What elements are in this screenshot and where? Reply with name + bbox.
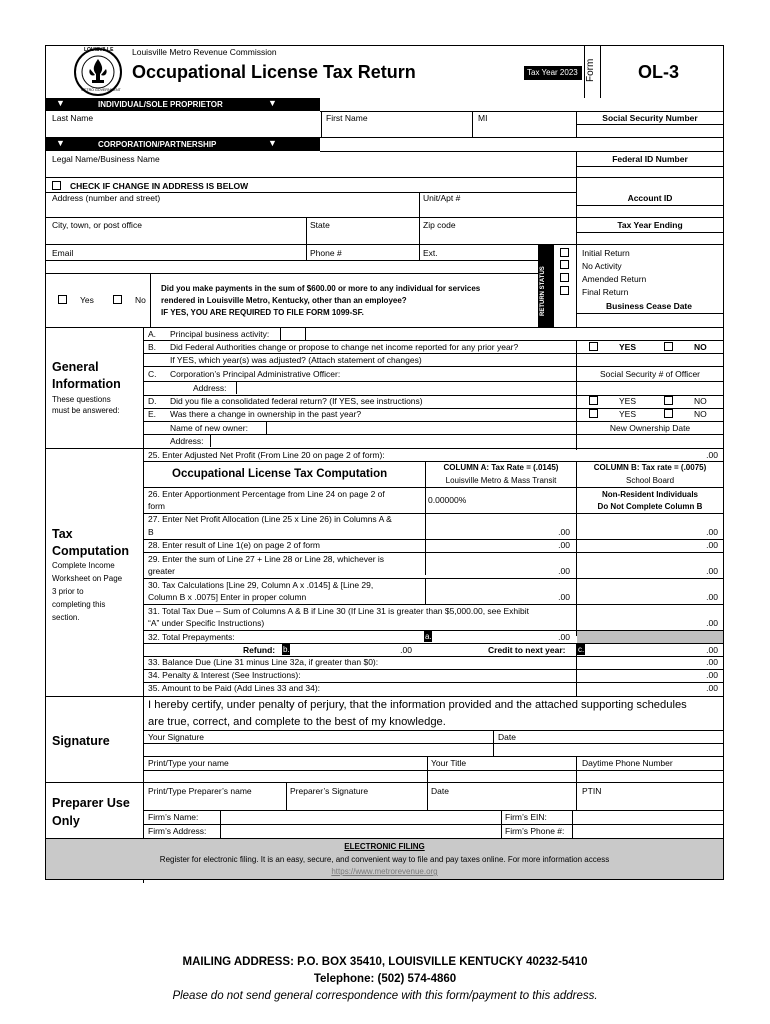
- payments-no-checkbox[interactable]: [113, 295, 122, 304]
- col-b-header-1: COLUMN B: Tax rate = (.0075): [593, 463, 707, 472]
- gen-d-yes-checkbox[interactable]: [589, 396, 598, 405]
- general-note-1: These questions: [52, 395, 111, 404]
- general-note-2: must be answered:: [52, 406, 120, 415]
- line-30-col-a[interactable]: .00: [558, 592, 570, 602]
- line-31-label-a: 31. Total Tax Due – Sum of Columns A & B if Line 30 (If Line 31 is greater than $5,000.00, see Exhibit: [148, 606, 530, 616]
- print-name-input[interactable]: [144, 771, 427, 782]
- firm-phone-input[interactable]: [573, 825, 723, 837]
- first-name-input[interactable]: [322, 124, 472, 137]
- status-amended-label: Amended Return: [582, 274, 647, 284]
- payments-yes-checkbox[interactable]: [58, 295, 67, 304]
- state-label: State: [310, 220, 330, 230]
- line-25-label: 25. Enter Adjusted Net Profit (From Line 20 on page 2 of form):: [148, 450, 385, 460]
- gen-e-text: Was there a change in ownership in the past year?: [170, 409, 362, 419]
- computation-title: Occupational License Tax Computation: [172, 468, 388, 480]
- line-25-value[interactable]: .00: [706, 450, 718, 460]
- cease-date-input[interactable]: [577, 314, 723, 326]
- credit-value[interactable]: .00: [706, 645, 718, 655]
- ssn-input[interactable]: [577, 125, 723, 137]
- gen-a-letter: A.: [148, 329, 157, 339]
- line-28-col-a[interactable]: .00: [558, 540, 570, 550]
- nonres-note-1: Non-Resident Individuals: [601, 490, 698, 499]
- preparer-name-input[interactable]: [144, 798, 286, 810]
- status-initial-label: Initial Return: [582, 248, 630, 258]
- gen-d-letter: D.: [148, 396, 157, 406]
- firm-address-label: Firm’s Address:: [148, 826, 207, 836]
- refund-label: Refund:: [243, 645, 276, 655]
- payments-q-line3: IF YES, YOU ARE REQUIRED TO FILE FORM 1099-SF.: [161, 308, 364, 317]
- new-owner-date-input[interactable]: [577, 435, 723, 447]
- tax-year-label: Tax Year 2023: [527, 68, 578, 77]
- certification-line-2: are true, correct, and complete to the best of my knowledge.: [148, 716, 446, 728]
- preparer-sig-input[interactable]: [287, 798, 427, 810]
- preparer-title-2: Only: [52, 814, 80, 828]
- tax-note-5: section.: [52, 613, 80, 622]
- gen-c-text: Corporation’s Principal Administrative Officer:: [170, 369, 341, 379]
- col-a-header-2: Louisville Metro & Mass Transit: [445, 476, 557, 485]
- your-signature-label: Your Signature: [148, 732, 204, 742]
- line-29-label-a: 29. Enter the sum of Line 27 + Line 28 or Line 28, whichever is: [148, 554, 385, 564]
- payments-no-label: No: [135, 295, 146, 305]
- agency-name: Louisville Metro Revenue Commission: [132, 47, 277, 57]
- status-no-activity-label: No Activity: [582, 261, 622, 271]
- preparer-sig-label: Preparer’s Signature: [290, 786, 369, 796]
- adjusted-years-input[interactable]: [440, 354, 576, 366]
- new-owner-address-input[interactable]: [210, 435, 576, 447]
- corporation-bar[interactable]: [46, 138, 320, 151]
- gen-e-owner-date-label: New Ownership Date: [609, 423, 691, 433]
- your-title-input[interactable]: [428, 771, 576, 782]
- seal-bottom-text: METRO GOVERNMENT: [81, 88, 121, 92]
- form-id: OL-3: [638, 62, 680, 82]
- gen-b-yes-label: YES: [619, 342, 637, 352]
- phone-input[interactable]: [307, 261, 419, 273]
- line-32-value[interactable]: .00: [558, 632, 570, 642]
- mi-label: MI: [478, 113, 488, 123]
- general-title-2: Information: [52, 377, 121, 391]
- city-label: City, town, or post office: [52, 220, 142, 230]
- signature-title: Signature: [52, 734, 110, 748]
- tax-year-ending-label: Tax Year Ending: [617, 220, 683, 230]
- gen-e-no-checkbox[interactable]: [664, 409, 673, 418]
- gen-c-letter: C.: [148, 369, 157, 379]
- page-title: Occupational License Tax Return: [132, 62, 416, 82]
- your-signature-input[interactable]: [144, 744, 493, 756]
- line-27-label-b: B: [148, 527, 154, 537]
- zip-input[interactable]: [420, 231, 576, 244]
- officer-address-input[interactable]: [236, 382, 576, 394]
- col-b-header-2: School Board: [625, 476, 675, 485]
- certification-line-1: I hereby certify, under penalty of perjury, that the information provided and the attached supporting schedules: [148, 699, 687, 711]
- ext-input[interactable]: [420, 261, 538, 273]
- tax-title-2: Computation: [52, 544, 130, 558]
- ptin-label: PTIN: [582, 786, 602, 796]
- ssn-label: Social Security Number: [602, 113, 698, 123]
- efiling-text: Register for electronic filing. It is an easy, secure, and convenient way to file and pay taxes online. For more information access: [159, 855, 610, 864]
- account-id-input[interactable]: [577, 206, 723, 217]
- last-name-input[interactable]: [46, 124, 320, 137]
- cease-date-label: Business Cease Date: [606, 301, 692, 311]
- address-change-checkbox[interactable]: [52, 181, 61, 190]
- correspondence-note: Please do not send general correspondence with this form/payment to this address.: [172, 990, 598, 1002]
- line-29-col-b[interactable]: .00: [706, 566, 718, 576]
- legal-name-label: Legal Name/Business Name: [52, 154, 160, 164]
- line-32-a-letter: a.: [425, 632, 432, 641]
- line-26-value[interactable]: 0.00000%: [428, 495, 467, 505]
- firm-phone-label: Firm’s Phone #:: [505, 826, 565, 836]
- line-35-value[interactable]: .00: [706, 683, 718, 693]
- gen-b-yes-checkbox[interactable]: [589, 342, 598, 351]
- status-initial-checkbox[interactable]: [560, 248, 569, 257]
- last-name-label: Last Name: [52, 113, 94, 123]
- gen-e-address-label: Address:: [170, 436, 204, 446]
- mailing-address: MAILING ADDRESS: P.O. BOX 35410, LOUISVILLE KENTUCKY 40232-5410: [182, 956, 588, 968]
- line-30-col-b[interactable]: .00: [706, 592, 718, 602]
- gen-c-address-label: Address:: [193, 383, 227, 393]
- payments-yes-label: Yes: [80, 295, 94, 305]
- line-34-label: 34. Penalty & Interest (See Instructions):: [148, 670, 301, 680]
- status-final-checkbox[interactable]: [560, 286, 569, 295]
- gen-b-sub: If YES, which year(s) was adjusted? (Attach statement of changes): [170, 355, 422, 365]
- preparer-name-label: Print/Type Preparer’s name: [148, 786, 252, 796]
- payments-q-line1: Did you make payments in the sum of $600.00 or more to any individual for services: [161, 284, 481, 293]
- gen-a-text: Principal business activity:: [170, 329, 270, 339]
- tax-note-3: 3 prior to: [52, 587, 84, 596]
- chevron-down-icon: ▼: [56, 98, 65, 108]
- gen-b-letter: B.: [148, 342, 157, 352]
- line-28-col-b[interactable]: .00: [706, 540, 718, 550]
- line-33-value[interactable]: .00: [706, 657, 718, 667]
- line-28-label: 28. Enter result of Line 1(e) on page 2 of form: [148, 540, 320, 550]
- status-amended-checkbox[interactable]: [560, 273, 569, 282]
- first-name-label: First Name: [326, 113, 368, 123]
- preparer-title-1: Preparer Use: [52, 796, 130, 810]
- day-phone-label: Daytime Phone Number: [582, 758, 673, 768]
- street-input[interactable]: [46, 204, 418, 217]
- fein-label: Federal ID Number: [612, 154, 688, 164]
- line-26-label-a: 26. Enter Apportionment Percentage from Line 24 on page 2 of: [148, 489, 385, 499]
- address-change-label: CHECK IF CHANGE IN ADDRESS IS BELOW: [70, 181, 249, 191]
- gen-e-yes-checkbox[interactable]: [589, 409, 598, 418]
- line-35-label: 35. Amount to be Paid (Add Lines 33 and 34):: [148, 683, 321, 693]
- line-26-label-b: form: [148, 501, 165, 511]
- day-phone-input[interactable]: [577, 771, 723, 782]
- line-31-value[interactable]: .00: [706, 618, 718, 628]
- corporation-bar-label: CORPORATION/PARTNERSHIP: [98, 140, 217, 149]
- gen-d-yes-label: YES: [619, 396, 637, 406]
- gen-b-no-label: NO: [694, 342, 707, 352]
- phone-label: Phone #: [310, 248, 342, 258]
- your-title-label: Your Title: [431, 758, 467, 768]
- refund-b-letter: b.: [283, 645, 290, 654]
- chevron-down-icon: ▼: [268, 138, 277, 148]
- seal-logo: [72, 47, 124, 97]
- chevron-down-icon: ▼: [268, 98, 277, 108]
- tax-note-4: completing this: [52, 600, 106, 609]
- print-name-label: Print/Type your name: [148, 758, 229, 768]
- gen-e-owner-label: Name of new owner:: [170, 423, 248, 433]
- tax-year-ending-input[interactable]: [577, 233, 723, 244]
- general-title-1: General: [52, 360, 99, 374]
- firm-address-input[interactable]: [221, 825, 501, 837]
- telephone: Telephone: (502) 574-4860: [313, 973, 457, 985]
- gen-e-letter: E.: [148, 409, 157, 419]
- gen-d-text: Did you file a consolidated federal return? (If YES, see instructions): [170, 396, 423, 406]
- tax-note-1: Complete Income: [52, 561, 115, 570]
- credit-c-letter: c.: [578, 645, 585, 654]
- line-27-col-a[interactable]: .00: [558, 527, 570, 537]
- status-no-activity-checkbox[interactable]: [560, 260, 569, 269]
- shaded-cell: [577, 631, 723, 643]
- individual-bar[interactable]: [46, 98, 320, 111]
- payments-q-line2: rendered in Louisville Metro, Kentucky, other than an employee?: [161, 296, 407, 305]
- line-30-label-b: Column B x .0075] Enter in proper column: [148, 592, 307, 602]
- legal-name-input[interactable]: [46, 165, 576, 177]
- firm-name-input[interactable]: [221, 811, 501, 823]
- return-status-label: RETURN STATUS: [540, 266, 546, 316]
- gen-d-no-label: NO: [694, 396, 707, 406]
- sig-date-label: Date: [498, 732, 516, 742]
- credit-label: Credit to next year:: [488, 645, 566, 655]
- line-32-label: 32. Total Prepayments:: [148, 632, 235, 642]
- nonres-note-2: Do Not Complete Column B: [597, 502, 703, 511]
- zip-label: Zip code: [423, 220, 456, 230]
- line-29-col-a[interactable]: .00: [558, 566, 570, 576]
- fein-input[interactable]: [577, 167, 723, 177]
- gen-e-no-label: NO: [694, 409, 707, 419]
- efiling-link[interactable]: https://www.metrorevenue.org: [331, 867, 438, 876]
- unit-input[interactable]: [420, 204, 576, 217]
- efiling-title: ELECTRONIC FILING: [344, 842, 425, 851]
- chevron-down-icon: ▼: [56, 138, 65, 148]
- gen-b-no-checkbox[interactable]: [664, 342, 673, 351]
- line-31-label-b: “A” under Specific Instructions): [148, 618, 265, 628]
- new-owner-input[interactable]: [266, 422, 576, 434]
- ext-label: Ext.: [423, 248, 438, 258]
- preparer-date-input[interactable]: [428, 798, 576, 810]
- gen-b-text: Did Federal Authorities change or propose to change net income reported for any prior year?: [170, 342, 519, 352]
- account-id-label: Account ID: [627, 193, 673, 203]
- officer-ssn-input[interactable]: [577, 382, 723, 394]
- seal-top-text: LOUISVILLE: [84, 47, 114, 53]
- col-a-header-1: COLUMN A: Tax Rate = (.0145): [443, 463, 559, 472]
- line-27-col-b[interactable]: .00: [706, 527, 718, 537]
- status-final-label: Final Return: [582, 287, 629, 297]
- line-27-label-a: 27. Enter Net Profit Allocation (Line 25 x Line 26) in Columns A &: [148, 514, 392, 524]
- mi-input[interactable]: [473, 124, 576, 137]
- line-34-value[interactable]: .00: [706, 670, 718, 680]
- tax-note-2: Worksheet on Page: [52, 574, 123, 583]
- unit-label: Unit/Apt #: [423, 193, 461, 203]
- email-input[interactable]: [46, 261, 306, 273]
- firm-name-label: Firm’s Name:: [148, 812, 199, 822]
- refund-value[interactable]: .00: [400, 645, 412, 655]
- line-33-label: 33. Balance Due (Line 31 minus Line 32a, if greater than $0):: [148, 657, 379, 667]
- form-label: Form: [585, 58, 596, 82]
- sig-date-input[interactable]: [494, 744, 723, 756]
- gen-c-ssn-label: Social Security # of Officer: [600, 369, 700, 379]
- street-label: Address (number and street): [52, 193, 161, 203]
- city-input[interactable]: [46, 231, 306, 244]
- line-29-label-b: greater: [148, 566, 175, 576]
- firm-ein-label: Firm’s EIN:: [505, 812, 547, 822]
- email-label: Email: [52, 248, 74, 258]
- ptin-input[interactable]: [577, 798, 723, 810]
- individual-bar-label: INDIVIDUAL/SOLE PROPRIETOR: [98, 100, 223, 109]
- gen-d-no-checkbox[interactable]: [664, 396, 673, 405]
- gen-e-yes-label: YES: [619, 409, 637, 419]
- preparer-date-label: Date: [431, 786, 449, 796]
- firm-ein-input[interactable]: [573, 811, 723, 823]
- state-input[interactable]: [307, 231, 419, 244]
- line-30-label-a: 30. Tax Calculations [Line 29, Column A x .0145] & [Line 29,: [148, 580, 374, 590]
- tax-title-1: Tax: [52, 527, 73, 541]
